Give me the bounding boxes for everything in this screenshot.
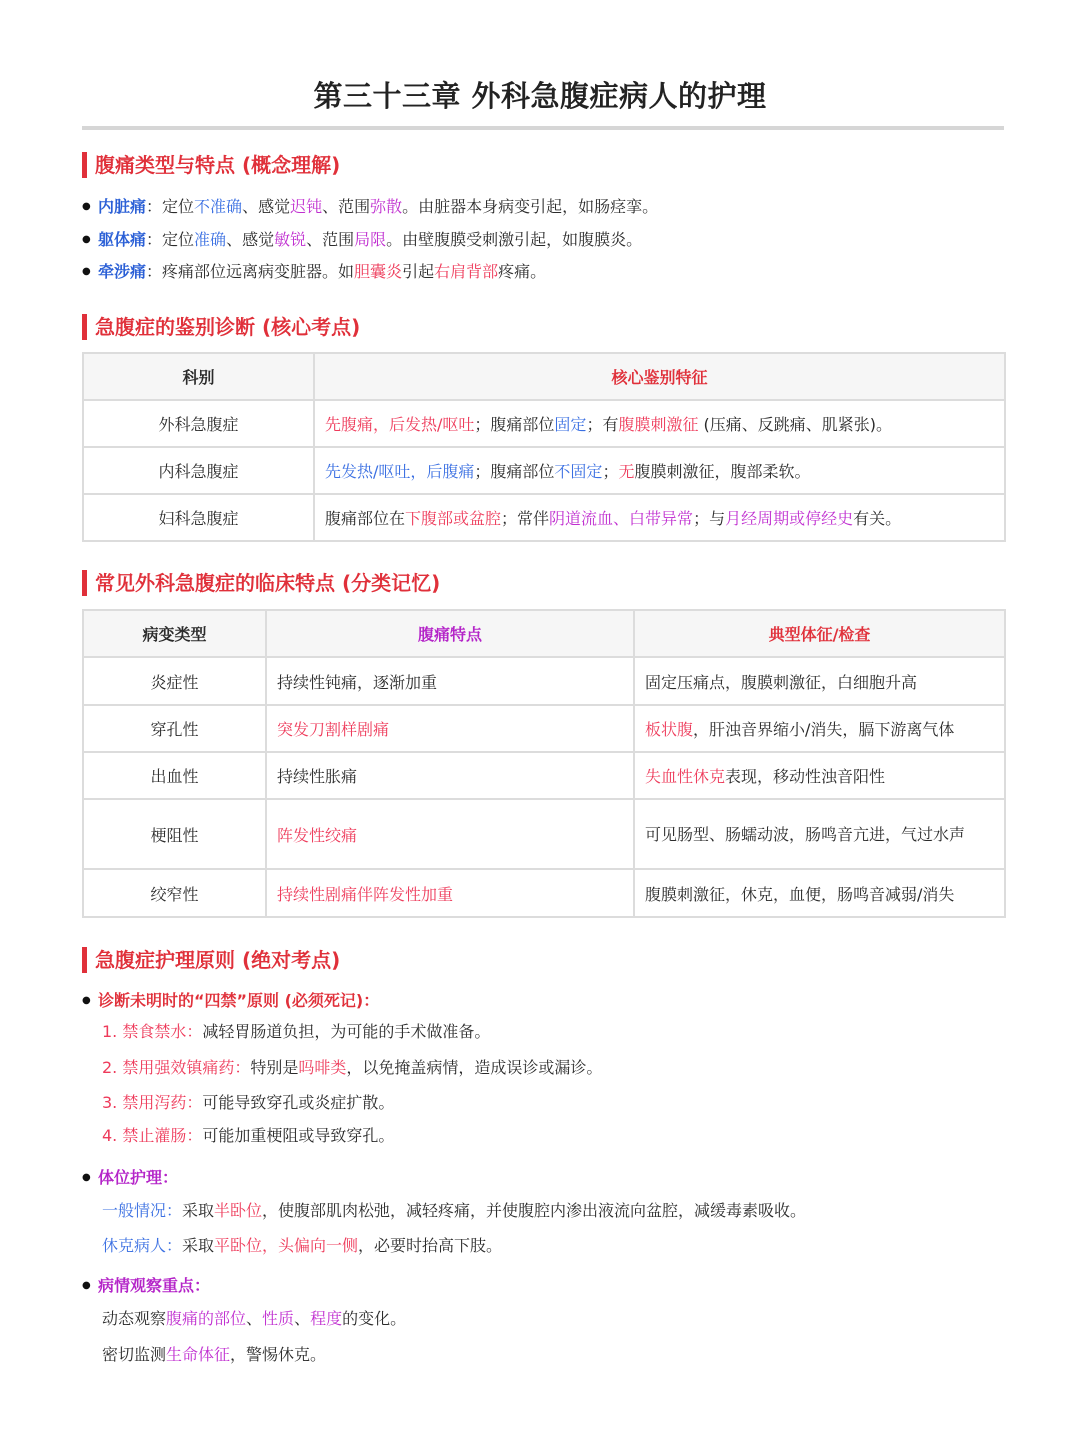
table-cell: 炎症性 bbox=[83, 657, 266, 705]
table-row bbox=[83, 657, 1005, 705]
list-item: 动态观察腹痛的部位、性质、程度的变化。 bbox=[102, 1309, 407, 1328]
column-header: 病变类型 bbox=[83, 610, 266, 657]
table-cell: 突发刀割样剧痛 bbox=[266, 705, 634, 752]
differential-table bbox=[82, 352, 1006, 542]
table-cell: 先发热/呕吐，后腹痛；腹痛部位不固定；无腹膜刺激征，腹部柔软。 bbox=[314, 447, 1005, 494]
list-item: 2. 禁用强效镇痛药：特别是吗啡类，以免掩盖病情，造成误诊或漏诊。 bbox=[102, 1058, 603, 1077]
table-cell: 出血性 bbox=[83, 752, 266, 799]
table-cell: 板状腹，肝浊音界缩小/消失，膈下游离气体 bbox=[634, 705, 1005, 752]
table-cell: 内科急腹症 bbox=[83, 447, 314, 494]
table-header-row bbox=[83, 353, 1005, 400]
list-item-visceral-pain: ● 内脏痛：定位不准确、感觉迟钝、范围弥散。由脏器本身病变引起，如肠痉挛。 bbox=[98, 196, 658, 218]
section-heading-pain-types: 腹痛类型与特点 (概念理解) bbox=[82, 152, 340, 178]
section-heading-clinical-features: 常见外科急腹症的临床特点 (分类记忆) bbox=[82, 570, 440, 596]
principle-title: ● 诊断未明时的“四禁”原则 (必须死记)： bbox=[98, 990, 379, 1012]
table-cell: 失血性休克表现，移动性浊音阳性 bbox=[634, 752, 1005, 799]
observation-title: ● 病情观察重点： bbox=[98, 1275, 210, 1297]
table-cell: 持续性钝痛，逐渐加重 bbox=[266, 657, 634, 705]
table-cell: 腹痛部位在下腹部或盆腔；常伴阴道流血、白带异常；与月经周期或停经史有关。 bbox=[314, 494, 1005, 541]
column-header: 典型体征/检查 bbox=[634, 610, 1005, 657]
list-item-somatic-pain: ● 躯体痛：定位准确、感觉敏锐、范围局限。由壁腹膜受刺激引起，如腹膜炎。 bbox=[98, 229, 642, 251]
column-header: 科别 bbox=[83, 353, 314, 400]
section-heading-nursing-principles: 急腹症护理原则 (绝对考点) bbox=[82, 947, 340, 973]
table-cell: 持续性胀痛 bbox=[266, 752, 634, 799]
table-cell: 穿孔性 bbox=[83, 705, 266, 752]
table-cell: 阵发性绞痛 bbox=[266, 799, 634, 869]
title-divider bbox=[82, 126, 1004, 130]
list-item: 休克病人：采取平卧位，头偏向一侧，必要时抬高下肢。 bbox=[102, 1236, 503, 1255]
list-item: 3. 禁用泻药：可能导致穿孔或炎症扩散。 bbox=[102, 1093, 395, 1112]
table-row bbox=[83, 869, 1005, 917]
table-cell: 外科急腹症 bbox=[83, 400, 314, 447]
section-heading-differential: 急腹症的鉴别诊断 (核心考点) bbox=[82, 314, 360, 340]
table-row bbox=[83, 400, 1005, 447]
table-row bbox=[83, 705, 1005, 752]
table-cell: 先腹痛，后发热/呕吐；腹痛部位固定；有腹膜刺激征 (压痛、反跳痛、肌紧张)。 bbox=[314, 400, 1005, 447]
table-cell: 妇科急腹症 bbox=[83, 494, 314, 541]
list-item: 1. 禁食禁水：减轻胃肠道负担，为可能的手术做准备。 bbox=[102, 1022, 491, 1041]
table-cell: 绞窄性 bbox=[83, 869, 266, 917]
table-cell: 梗阻性 bbox=[83, 799, 266, 869]
table-cell: 可见肠型、肠蠕动波，肠鸣音亢进，气过水声 bbox=[634, 799, 1005, 869]
list-item: 4. 禁止灌肠：可能加重梗阻或导致穿孔。 bbox=[102, 1126, 395, 1145]
table-cell: 固定压痛点，腹膜刺激征，白细胞升高 bbox=[634, 657, 1005, 705]
column-header: 腹痛特点 bbox=[266, 610, 634, 657]
table-row bbox=[83, 494, 1005, 541]
table-row bbox=[83, 447, 1005, 494]
list-item: 一般情况：采取半卧位，使腹部肌肉松弛，减轻疼痛，并使腹腔内渗出液流向盆腔，减缓毒素吸收。 bbox=[102, 1201, 807, 1220]
table-header-row bbox=[83, 610, 1005, 657]
table-cell: 腹膜刺激征，休克，血便，肠鸣音减弱/消失 bbox=[634, 869, 1005, 917]
position-care-title: ● 体位护理： bbox=[98, 1167, 178, 1189]
table-cell: 持续性剧痛伴阵发性加重 bbox=[266, 869, 634, 917]
list-item: 密切监测生命体征，警惕休克。 bbox=[102, 1345, 327, 1364]
column-header: 核心鉴别特征 bbox=[314, 353, 1005, 400]
table-row bbox=[83, 752, 1005, 799]
table-row bbox=[83, 799, 1005, 869]
page-title: 第三十三章 外科急腹症病人的护理 bbox=[313, 79, 767, 113]
list-item-referred-pain: ● 牵涉痛：疼痛部位远离病变脏器。如胆囊炎引起右肩背部疼痛。 bbox=[98, 261, 546, 283]
clinical-features-table bbox=[82, 609, 1006, 918]
